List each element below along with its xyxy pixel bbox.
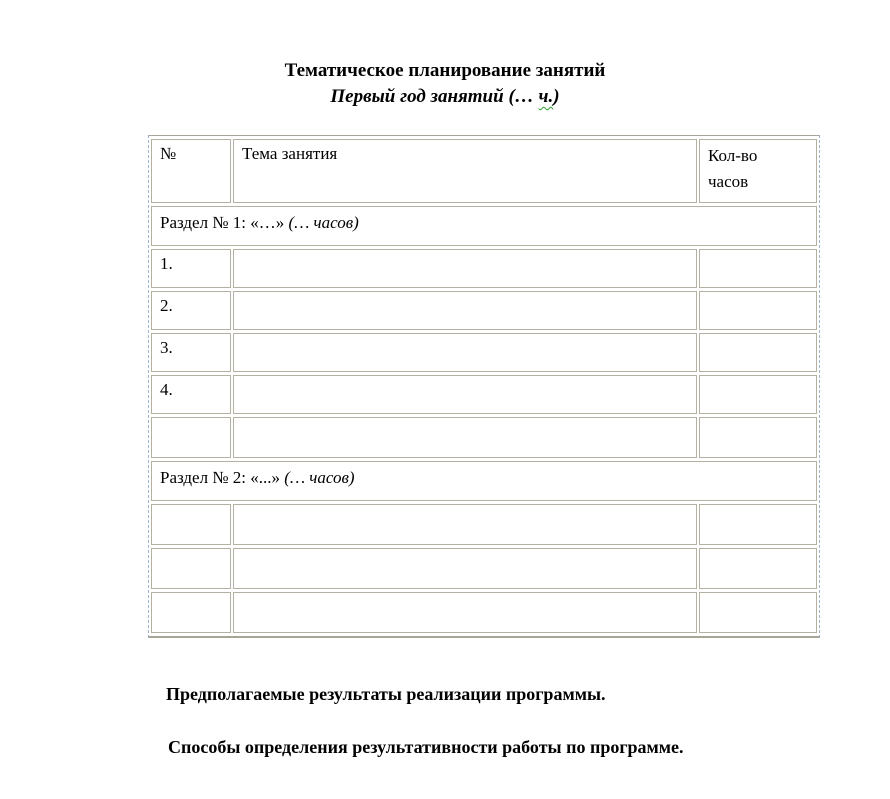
section-1-cell[interactable] <box>151 206 817 246</box>
row-hours-cell[interactable] <box>699 333 817 372</box>
table-row <box>151 291 817 330</box>
row-number-cell[interactable]: 3. <box>151 333 231 372</box>
row-topic-cell[interactable] <box>233 249 697 288</box>
table-row-empty <box>151 548 817 589</box>
planning-table <box>148 135 820 638</box>
table-row <box>151 375 817 414</box>
header-hours-label: Кол-во часов <box>708 146 758 191</box>
section-1-row <box>151 206 817 246</box>
row-number-cell[interactable] <box>151 504 231 545</box>
section-1-hours: (… часов) <box>288 213 359 232</box>
row-number-cell[interactable] <box>151 548 231 589</box>
note-expected-results: Предполагаемые результаты реализации программы. <box>166 684 606 704</box>
row-number-cell[interactable]: 1. <box>151 249 231 288</box>
header-cell-hours[interactable] <box>699 139 817 203</box>
document-title: Тематическое планирование занятий <box>284 60 606 81</box>
section-2-row <box>151 461 817 501</box>
document-subtitle <box>0 85 890 109</box>
table-row-empty <box>151 592 817 633</box>
row-topic-cell[interactable] <box>233 375 697 414</box>
section-2-hours: (… часов) <box>284 468 355 487</box>
row-number-cell[interactable]: 4. <box>151 375 231 414</box>
table-header-row <box>151 139 817 203</box>
row-number-cell[interactable] <box>151 592 231 633</box>
table-row-empty <box>151 504 817 545</box>
subtitle-text-end: ) <box>553 86 560 107</box>
header-cell-topic[interactable] <box>233 139 697 203</box>
table-row-empty <box>151 417 817 458</box>
section-2-cell[interactable] <box>151 461 817 501</box>
row-number-cell[interactable]: 2. <box>151 291 231 330</box>
row-topic-cell[interactable] <box>233 592 697 633</box>
row-hours-cell[interactable] <box>699 504 817 545</box>
row-topic-cell[interactable] <box>233 417 697 458</box>
row-hours-cell[interactable] <box>699 548 817 589</box>
row-topic-cell[interactable] <box>233 333 697 372</box>
row-topic-cell[interactable] <box>233 504 697 545</box>
row-number-cell[interactable] <box>151 417 231 458</box>
header-cell-number[interactable] <box>151 139 231 203</box>
section-1-label: Раздел № 1: «…» <box>160 213 289 232</box>
table-row <box>151 249 817 288</box>
subtitle-spellchecked-word: ч. <box>538 86 554 107</box>
row-topic-cell[interactable] <box>233 548 697 589</box>
section-2-label: Раздел № 2: «...» <box>160 468 285 487</box>
row-hours-cell[interactable] <box>699 417 817 458</box>
header-topic-label: Тема занятия <box>242 144 338 163</box>
row-hours-cell[interactable] <box>699 291 817 330</box>
note-evaluation-methods: Способы определения результативности работы по программе. <box>168 737 684 757</box>
table-row <box>151 333 817 372</box>
row-hours-cell[interactable] <box>699 592 817 633</box>
header-number-label: № <box>160 144 177 163</box>
row-hours-cell[interactable] <box>699 249 817 288</box>
row-hours-cell[interactable] <box>699 375 817 414</box>
row-topic-cell[interactable] <box>233 291 697 330</box>
subtitle-text: Первый год занятий (… <box>330 86 539 107</box>
